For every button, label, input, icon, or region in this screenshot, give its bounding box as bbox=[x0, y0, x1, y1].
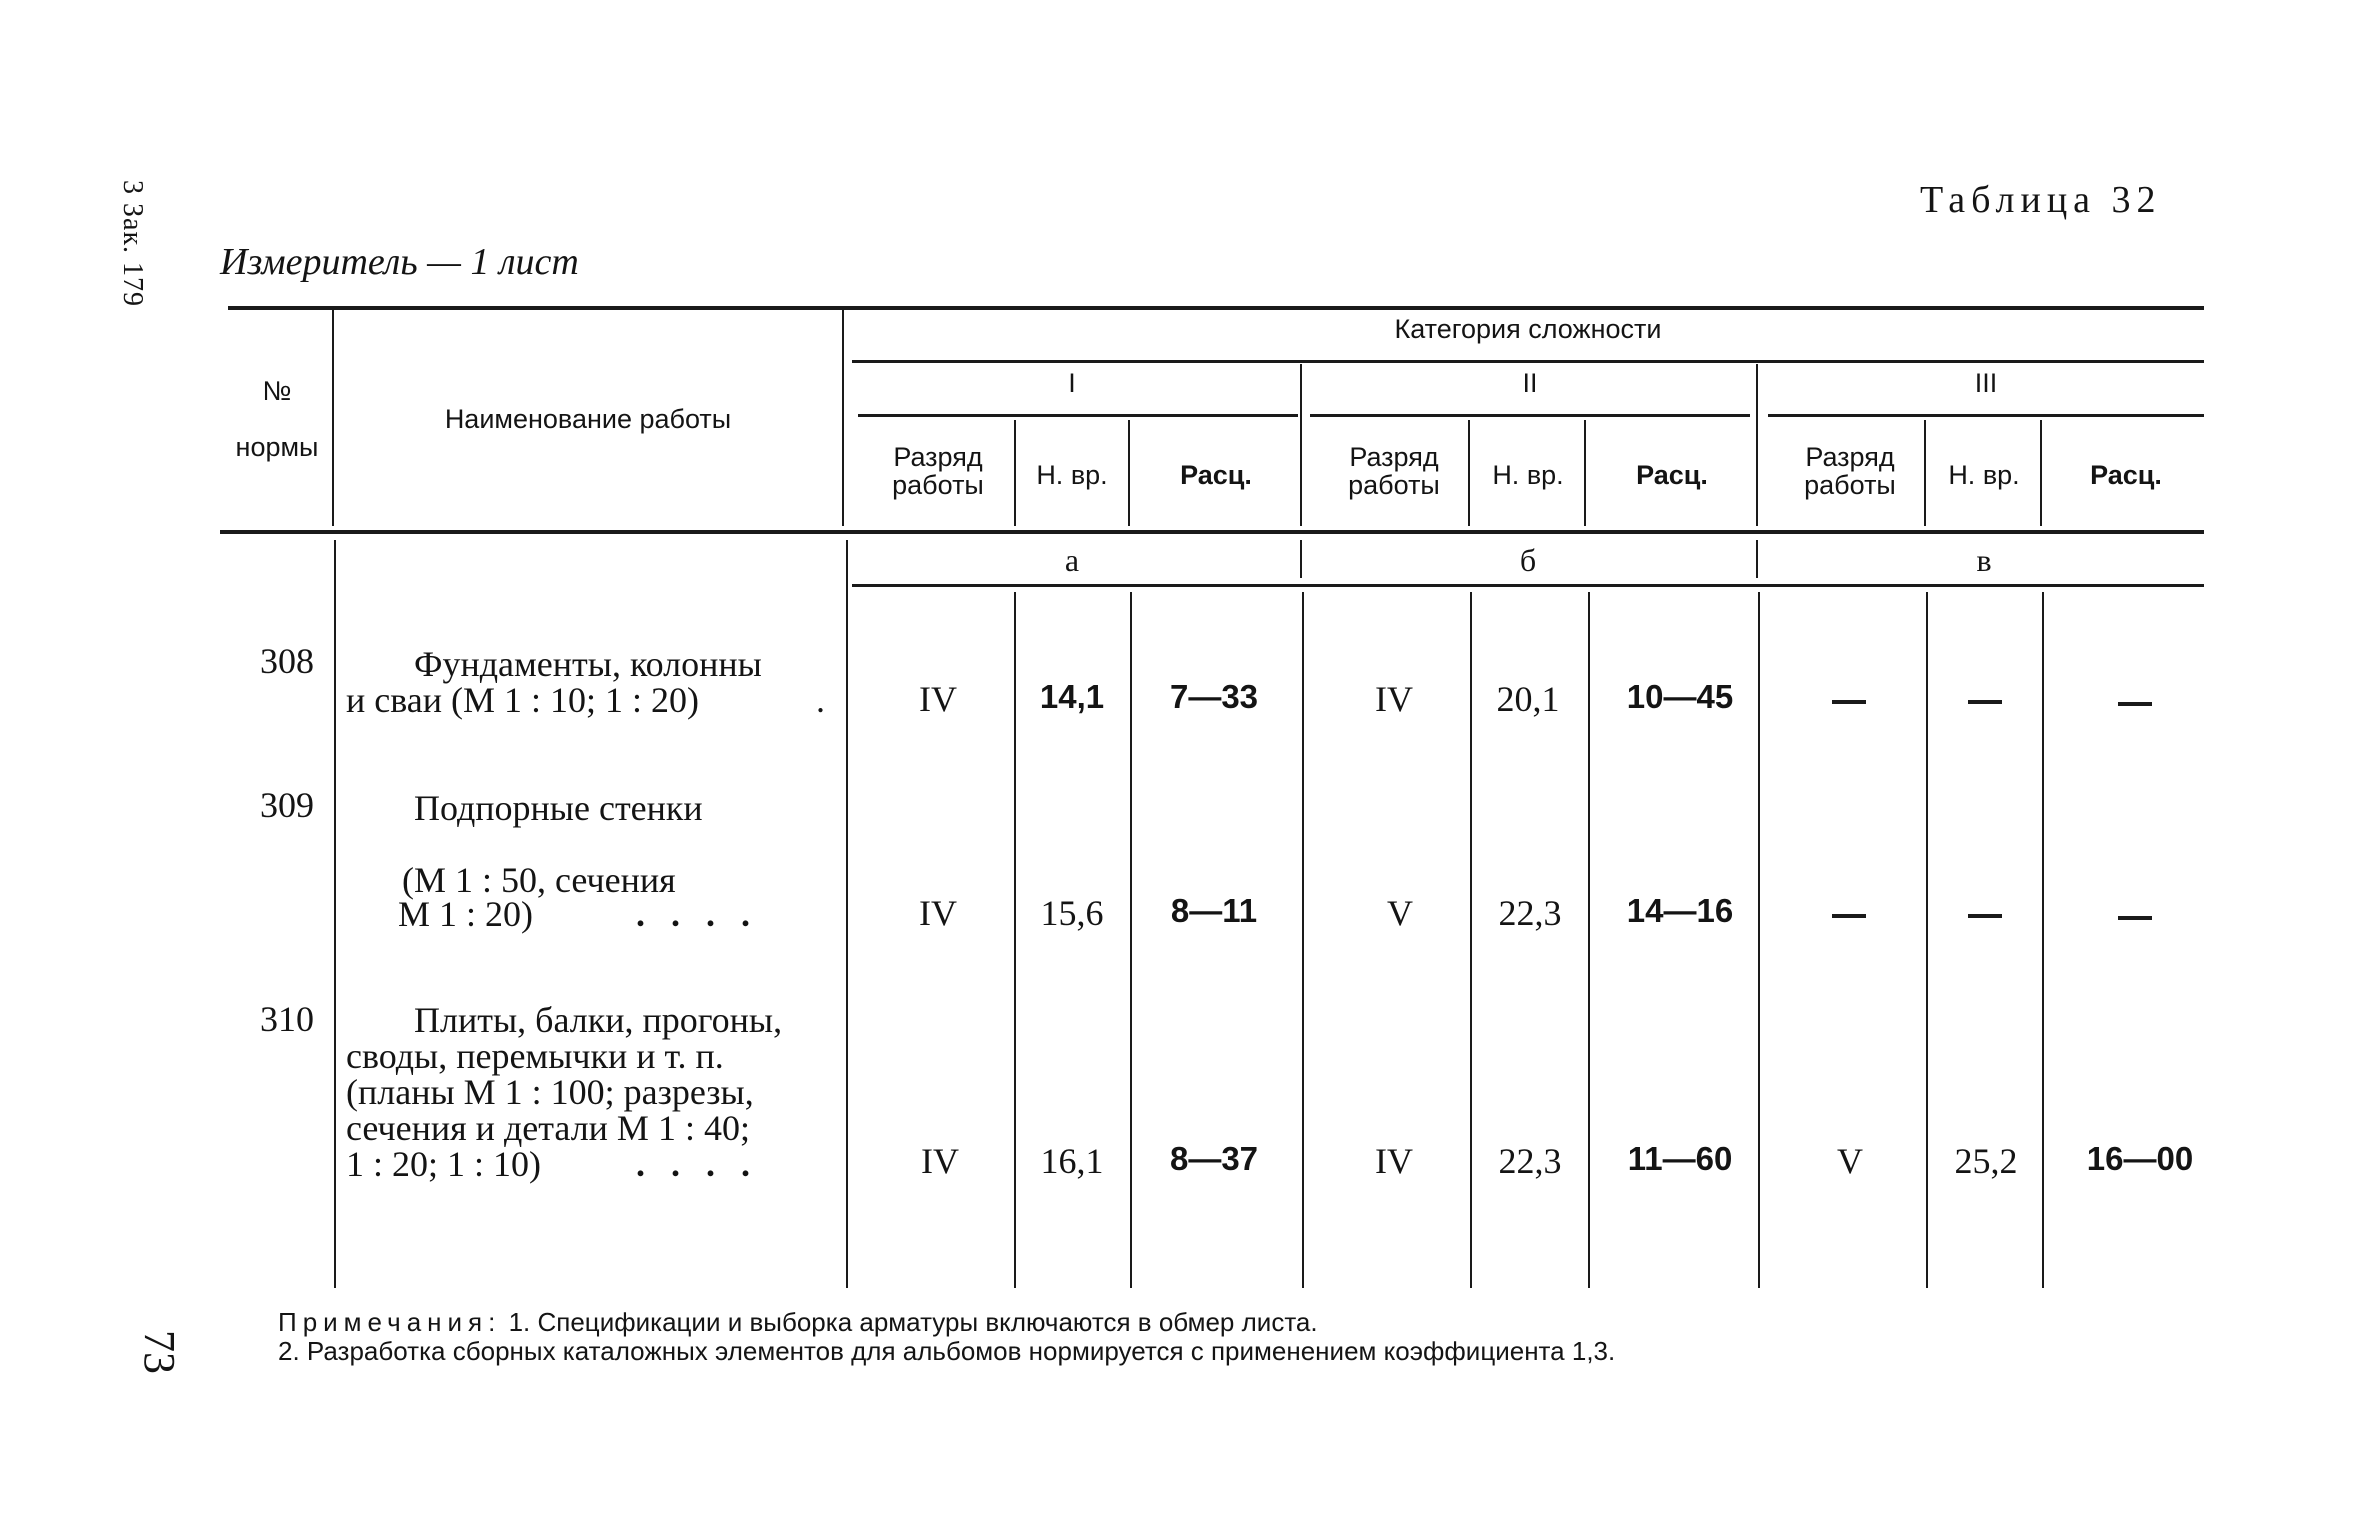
work-name-line: Фундаменты, колонны bbox=[414, 644, 762, 684]
vline-c1b-h bbox=[1128, 420, 1130, 526]
cell-grade: V bbox=[1837, 1141, 1863, 1181]
cell-rate: 16—00 bbox=[2086, 1140, 2194, 1177]
header-grade-line2: работы bbox=[892, 470, 984, 500]
work-name-line: Плиты, балки, прогоны, bbox=[414, 1000, 783, 1040]
cell-time: 25,2 bbox=[1954, 1141, 2018, 1181]
vline-cat12-h bbox=[1300, 364, 1302, 526]
vline-c1a-b bbox=[1014, 592, 1016, 1288]
vline-cat23-b bbox=[1758, 592, 1760, 1288]
header-grade-line1: Разряд bbox=[893, 442, 983, 472]
page-number: 73 bbox=[135, 1330, 184, 1374]
norm-number: 308 bbox=[260, 641, 314, 681]
vline-c2b-b bbox=[1588, 592, 1590, 1288]
cell-rate: 8—11 bbox=[1170, 892, 1258, 929]
work-name-line: 1 : 20; 1 : 10) bbox=[346, 1144, 541, 1184]
leader-dots: .... bbox=[636, 894, 776, 934]
notes-label: Примечания: bbox=[278, 1307, 502, 1337]
margin-order-text: 3 Зак. 179 bbox=[117, 180, 148, 308]
table-label: Таблица 32 bbox=[1920, 179, 2162, 221]
note-line-1 bbox=[278, 1308, 1615, 1337]
vline-work-body bbox=[846, 540, 848, 1288]
header-time-norm: Н. вр. bbox=[1948, 460, 2020, 490]
vline-cat12-b bbox=[1302, 592, 1304, 1288]
vline-letter23 bbox=[1756, 540, 1758, 578]
work-name-line: (М 1 : 50, сечения bbox=[402, 860, 676, 900]
note-2: 2. Разработка сборных каталожных элементов для альбомов нормируется с применением коэффициента 1,3. bbox=[278, 1336, 1616, 1366]
cell-grade: IV bbox=[919, 893, 957, 933]
cell-grade: IV bbox=[919, 679, 957, 719]
vline-letter12 bbox=[1300, 540, 1302, 578]
header-work-name: Наименование работы bbox=[444, 404, 732, 434]
column-letter-a: а bbox=[1064, 542, 1080, 578]
vline-c1b-b bbox=[1130, 592, 1132, 1288]
header-complexity: Категория сложности bbox=[1394, 314, 1662, 344]
norm-number: 309 bbox=[260, 785, 314, 825]
cell-time: 15,6 bbox=[1040, 893, 1104, 933]
vline-c1a-h bbox=[1014, 420, 1016, 526]
table-top-rule bbox=[228, 306, 2204, 310]
cell-dash bbox=[2118, 702, 2152, 706]
header-category-1: I bbox=[1068, 368, 1076, 398]
letters-rule bbox=[852, 584, 2204, 587]
cell-rate: 14—16 bbox=[1626, 892, 1734, 929]
cell-dash bbox=[1832, 700, 1866, 704]
cell-rate: 11—60 bbox=[1627, 1140, 1733, 1177]
work-name-line: своды, перемычки и т. п. bbox=[346, 1036, 724, 1076]
vline-c2a-h bbox=[1468, 420, 1470, 526]
vline-c2b-h bbox=[1584, 420, 1586, 526]
work-name-line: Подпорные стенки bbox=[414, 788, 703, 828]
header-grade-line1: Разряд bbox=[1349, 442, 1439, 472]
work-name-line: (планы М 1 : 100; разрезы, bbox=[346, 1072, 754, 1112]
header-time-norm: Н. вр. bbox=[1036, 460, 1108, 490]
work-name-line: сечения и детали М 1 : 40; bbox=[346, 1108, 750, 1148]
cell-dash bbox=[1968, 700, 2002, 704]
header-no-sign: № bbox=[262, 376, 292, 406]
note-1: 1. Спецификации и выборка арматуры включаются в обмер листа. bbox=[508, 1307, 1318, 1337]
cat3-rule bbox=[1768, 414, 2204, 417]
cell-rate: 10—45 bbox=[1626, 678, 1734, 715]
work-name-line: М 1 : 20) bbox=[398, 894, 533, 934]
cat1-rule bbox=[858, 414, 1298, 417]
table-notes bbox=[278, 1308, 1615, 1366]
header-grade-line2: работы bbox=[1804, 470, 1896, 500]
note-line-2 bbox=[278, 1337, 1615, 1366]
header-grade-line2: работы bbox=[1348, 470, 1440, 500]
vline-c3a-h bbox=[1924, 420, 1926, 526]
header-category-2: II bbox=[1522, 368, 1538, 398]
header-rate: Расц. bbox=[1180, 460, 1252, 490]
vline-work-header bbox=[842, 308, 844, 526]
header-category-3: III bbox=[1974, 368, 1998, 398]
leader-dots: .... bbox=[636, 1144, 776, 1184]
cell-rate: 7—33 bbox=[1169, 678, 1259, 715]
cell-time: 16,1 bbox=[1040, 1141, 1104, 1181]
header-rate: Расц. bbox=[2090, 460, 2162, 490]
cat2-rule bbox=[1310, 414, 1750, 417]
cell-dash bbox=[1832, 914, 1866, 918]
complexity-rule bbox=[852, 360, 2204, 363]
cell-grade: IV bbox=[921, 1141, 959, 1181]
work-name-line: и сваи (М 1 : 10; 1 : 20) bbox=[346, 680, 700, 720]
vline-norm-body bbox=[334, 540, 336, 1288]
leader-dots: . bbox=[816, 680, 825, 720]
column-letter-c: в bbox=[1976, 542, 1992, 578]
vline-c2a-b bbox=[1470, 592, 1472, 1288]
norm-number: 310 bbox=[260, 999, 314, 1039]
cell-time: 14,1 bbox=[1039, 678, 1105, 715]
header-bottom-rule bbox=[220, 530, 2204, 534]
cell-time: 20,1 bbox=[1496, 679, 1560, 719]
header-grade-line1: Разряд bbox=[1805, 442, 1895, 472]
header-rate: Расц. bbox=[1636, 460, 1708, 490]
cell-dash bbox=[2118, 916, 2152, 920]
cell-grade: IV bbox=[1375, 679, 1413, 719]
vline-c3b-h bbox=[2040, 420, 2042, 526]
header-norm: нормы bbox=[235, 432, 319, 462]
vline-norm-header bbox=[332, 308, 334, 526]
column-letter-b: б bbox=[1519, 542, 1537, 578]
meter-caption: Измеритель — 1 лист bbox=[220, 241, 579, 283]
cell-dash bbox=[1968, 914, 2002, 918]
vline-c3b-b bbox=[2042, 592, 2044, 1288]
cell-grade: IV bbox=[1375, 1141, 1413, 1181]
vline-cat23-h bbox=[1756, 364, 1758, 526]
cell-time: 22,3 bbox=[1498, 893, 1562, 933]
cell-grade: V bbox=[1387, 893, 1413, 933]
cell-rate: 8—37 bbox=[1169, 1140, 1259, 1177]
header-time-norm: Н. вр. bbox=[1492, 460, 1564, 490]
vline-c3a-b bbox=[1926, 592, 1928, 1288]
cell-time: 22,3 bbox=[1498, 1141, 1562, 1181]
